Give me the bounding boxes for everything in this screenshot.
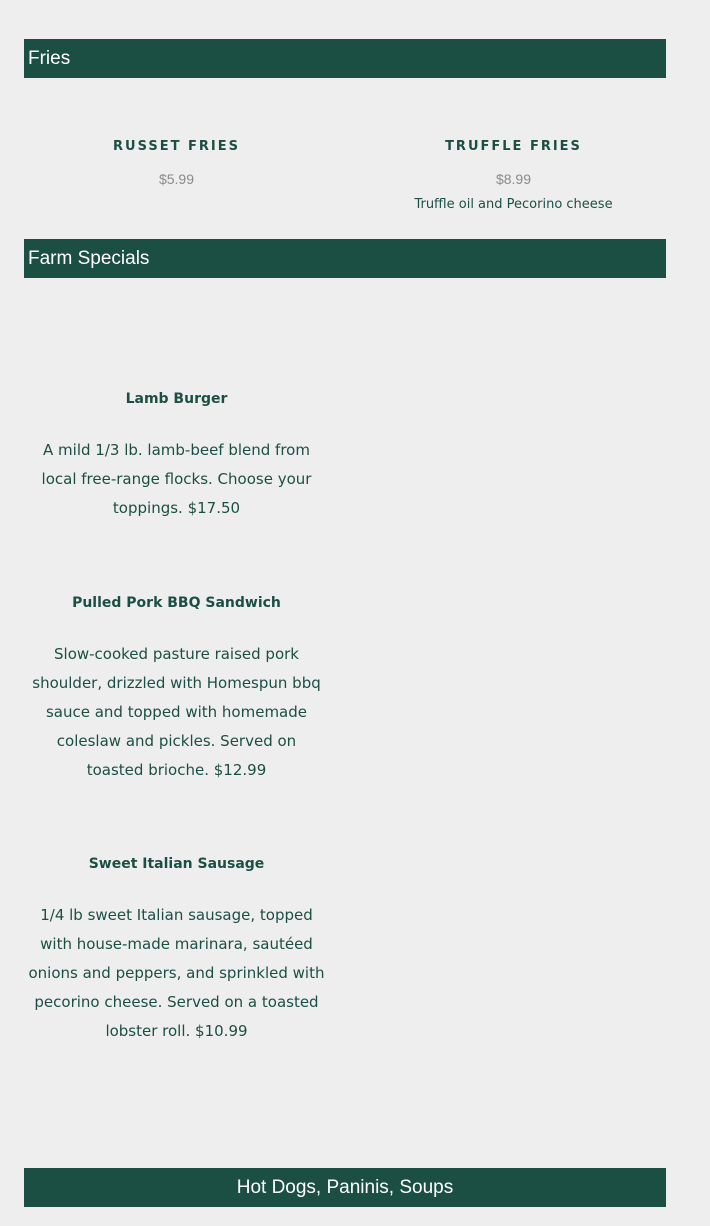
menu-item-pulled-pork-bbq-sandwich [24, 593, 329, 785]
menu-item-description: A mild 1/3 lb. lamb-beef blend from local free-range flocks. Choose your toppings. $17.50 [41, 441, 312, 517]
menu-item-russet-fries [24, 137, 329, 189]
menu-item-description: Slow-cooked pasture raised pork shoulder, drizzled with Homespun bbq sauce and topped with homemade coleslaw and pickles. Served on toasted brioche. $12.99 [32, 645, 321, 779]
menu-item-lamb-burger [24, 389, 329, 523]
menu-item-sweet-italian-sausage [24, 854, 329, 1046]
menu-item-name: TRUFFLE FRIES [445, 139, 582, 154]
menu-item-description: Truffle oil and Pecorino cheese [414, 197, 613, 212]
menu-item-name: Sweet Italian Sausage [88, 856, 265, 872]
menu-item-price: $8.99 [495, 171, 532, 187]
menu-item-name: Lamb Burger [125, 391, 228, 407]
section-header-fries: Fries [24, 39, 666, 78]
menu-item-price: $5.99 [158, 171, 195, 187]
section-header-hot-dogs-paninis-soups: Hot Dogs, Paninis, Soups [24, 1168, 666, 1207]
menu-item-name: RUSSET FRIES [113, 139, 240, 154]
menu-item-truffle-fries [361, 137, 666, 215]
menu-item-description: 1/4 lb sweet Italian sausage, topped with house-made marinara, sautéed onions and peppers, and sprinkled with pecorino cheese. Served on a toasted lobster roll. $10.99 [28, 906, 325, 1040]
section-header-farm-specials: Farm Specials [24, 239, 666, 278]
menu-item-name: Pulled Pork BBQ Sandwich [72, 595, 281, 611]
